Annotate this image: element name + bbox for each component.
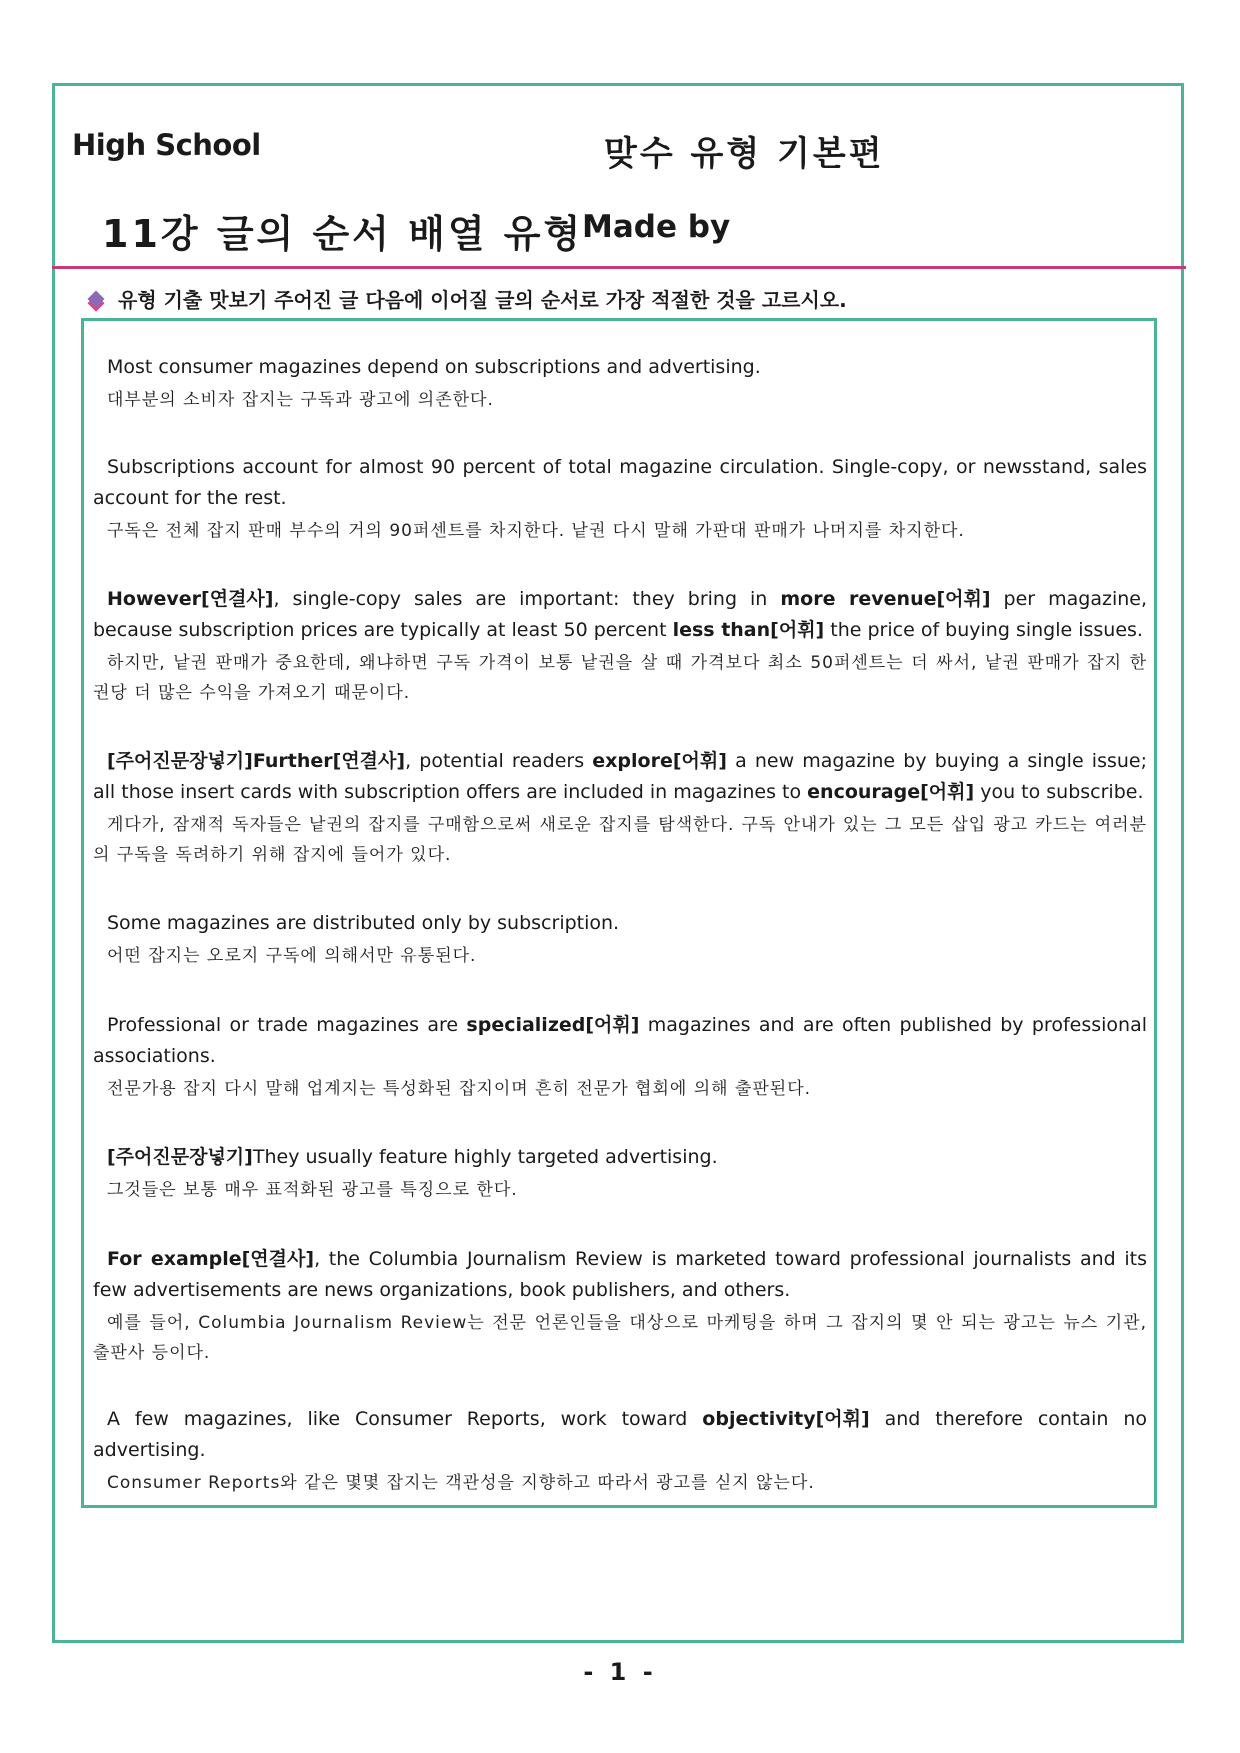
- english-sentence: [93, 452, 1147, 514]
- sentence-text: a new magazine by buying a single issue; all those insert cards with subscription offers are included in magazines to: [93, 750, 1147, 803]
- sentence-text: , potential readers: [405, 750, 593, 772]
- sentence-text: They usually feature highly targeted advertising.: [252, 1146, 718, 1168]
- sentence-text: Most consumer magazines depend on subscriptions and advertising.: [107, 356, 761, 378]
- korean-translation: 대부분의 소비자 잡지는 구독과 광고에 의존한다.: [107, 390, 494, 410]
- english-sentence: [93, 1142, 1147, 1173]
- sentence-text: Subscriptions account for almost 90 percent of total magazine circulation. Single-copy, or newsstand, sales account for the rest.: [93, 456, 1147, 509]
- keyword-highlight: [주어진문장넣기]Further[연결사]: [107, 750, 406, 772]
- passage-paragraph: [93, 908, 1147, 971]
- diamond-bullet-icon: [88, 290, 105, 307]
- sentence-text: A few magazines, like Consumer Reports, work toward: [107, 1408, 703, 1430]
- sentence-text: the price of buying single issues.: [824, 619, 1143, 641]
- keyword-highlight: less than[어휘]: [672, 619, 825, 641]
- korean-translation: 구독은 전체 잡지 판매 부수의 거의 90퍼센트를 차지한다. 낱권 다시 말해 가판대 판매가 나머지를 차지한다.: [107, 521, 965, 541]
- passage-paragraph: [93, 1010, 1147, 1104]
- korean-translation: 어떤 잡지는 오로지 구독에 의해서만 유통된다.: [107, 946, 477, 966]
- passage-paragraph: [93, 352, 1147, 415]
- series-title: 맞수 유형 기본편: [604, 134, 885, 174]
- english-sentence: [93, 1244, 1147, 1306]
- passage-paragraph: [93, 1244, 1147, 1368]
- lesson-title: 11강 글의 순서 배열 유형: [102, 212, 584, 256]
- question-instruction: [86, 284, 847, 313]
- keyword-highlight: more revenue[어휘]: [780, 588, 991, 610]
- keyword-highlight: [주어진문장넣기]: [107, 1146, 253, 1168]
- korean-translation: 게다가, 잠재적 독자들은 낱권의 잡지를 구매함으로써 새로운 잡지를 탐색한다. 구독 안내가 있는 그 모든 삽입 광고 카드는 여러분의 구독을 독려하기 위해 잡지에 들어가 있다.: [93, 815, 1147, 865]
- keyword-highlight: explore[어휘]: [592, 750, 727, 772]
- page-number: - 1 -: [583, 1658, 657, 1686]
- sentence-text: , single-copy sales are important: they bring in: [273, 588, 781, 610]
- passage-paragraph: [93, 452, 1147, 546]
- sentence-text: per magazine, because subscription prices are typically at least 50 percent: [93, 588, 1147, 641]
- passage-paragraph: [93, 584, 1147, 708]
- sentence-text: , the Columbia Journalism Review is marketed toward professional journalists and its few advertisements are news organizations, book publishers, and others.: [93, 1248, 1147, 1301]
- english-sentence: [93, 1010, 1147, 1072]
- school-level-label: High School: [72, 128, 261, 162]
- passage-paragraph: [93, 1404, 1147, 1498]
- keyword-highlight: encourage[어휘]: [807, 781, 975, 803]
- made-by-label: Made by: [582, 209, 731, 245]
- sentence-text: and therefore contain no advertising.: [93, 1408, 1147, 1461]
- english-sentence: [93, 352, 1147, 383]
- header-divider: [52, 266, 1186, 269]
- korean-translation: 그것들은 보통 매우 표적화된 광고를 특징으로 한다.: [107, 1180, 518, 1200]
- sentence-text: magazines and are often published by professional associations.: [93, 1014, 1147, 1067]
- english-sentence: [93, 746, 1147, 808]
- korean-translation: 예를 들어, Columbia Journalism Review는 전문 언론인들을 대상으로 마케팅을 하며 그 잡지의 몇 안 되는 광고는 뉴스 기관, 출판사 등이다.: [93, 1313, 1147, 1363]
- korean-translation: Consumer Reports와 같은 몇몇 잡지는 객관성을 지향하고 따라서 광고를 싣지 않는다.: [107, 1473, 815, 1493]
- korean-translation: 하지만, 낱권 판매가 중요한데, 왜냐하면 구독 가격이 보통 낱권을 살 때 가격보다 최소 50퍼센트는 더 싸서, 낱권 판매가 잡지 한 권당 더 많은 수익을 가져오기 때문이다.: [93, 653, 1147, 703]
- passage-paragraph: [93, 1142, 1147, 1205]
- english-sentence: [93, 584, 1147, 646]
- keyword-highlight: objectivity[어휘]: [702, 1408, 870, 1430]
- instruction-text: 유형 기출 맛보기 주어진 글 다음에 이어질 글의 순서로 가장 적절한 것을 고르시오.: [118, 288, 847, 312]
- english-sentence: [93, 908, 1147, 939]
- keyword-highlight: specialized[어휘]: [466, 1014, 640, 1036]
- sentence-text: Some magazines are distributed only by subscription.: [107, 912, 620, 934]
- keyword-highlight: For example[연결사]: [107, 1248, 315, 1270]
- passage-paragraph: [93, 746, 1147, 870]
- sentence-text: you to subscribe.: [974, 781, 1144, 803]
- keyword-highlight: However[연결사]: [107, 588, 274, 610]
- english-sentence: [93, 1404, 1147, 1466]
- sentence-text: Professional or trade magazines are: [107, 1014, 467, 1036]
- korean-translation: 전문가용 잡지 다시 말해 업계지는 특성화된 잡지이며 흔히 전문가 협회에 의해 출판된다.: [107, 1079, 812, 1099]
